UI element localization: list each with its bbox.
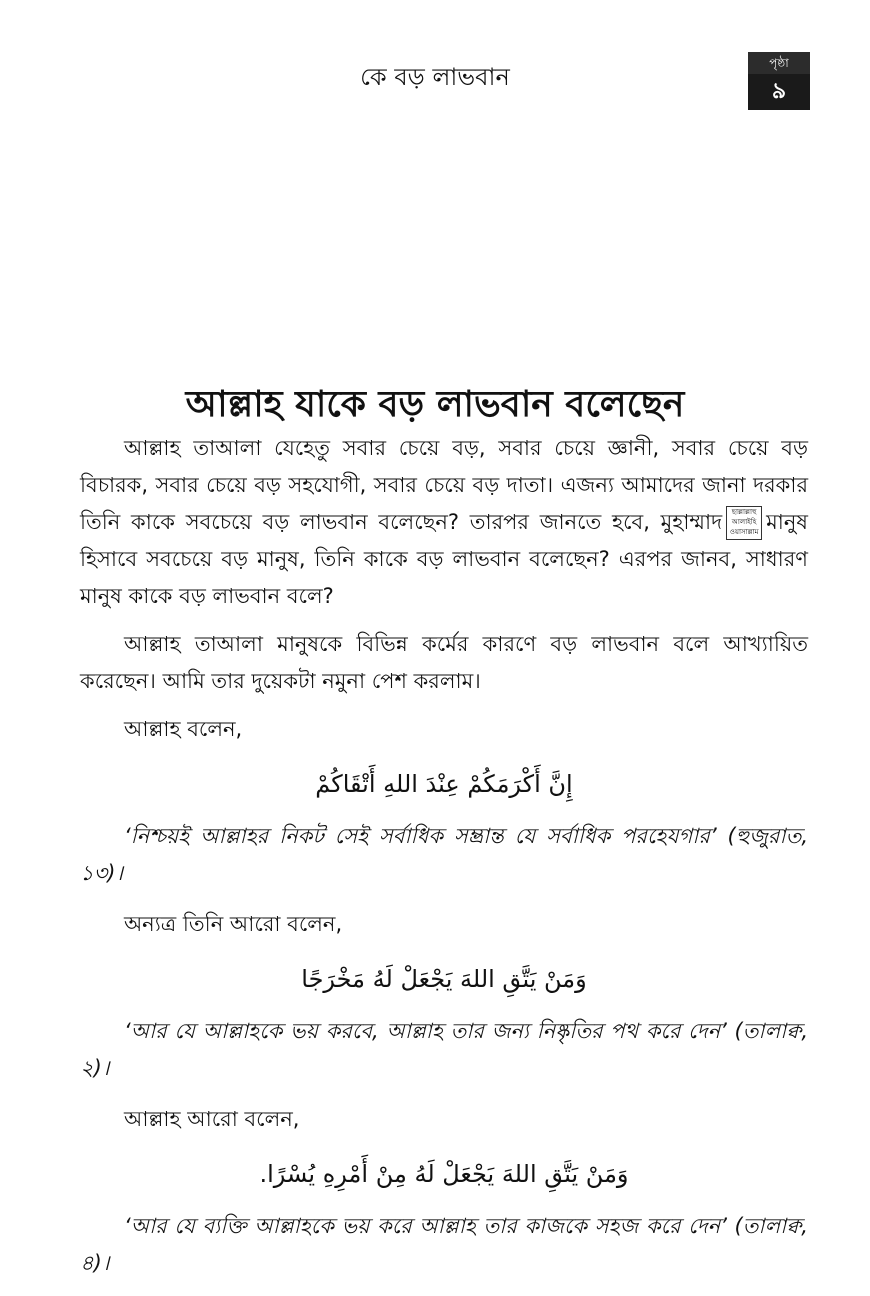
page-label: পৃষ্ঠা bbox=[748, 52, 810, 74]
paragraph-intro-part1: আল্লাহ তাআলা যেহেতু সবার চেয়ে বড়, সবার চেয়ে জ্ঞানী, সবার চেয়ে বড় বিচারক, সবার চেয়ে বড় সহযোগী, সবার চেয়ে বড় দাতা। এজন্য আমাদের জানা দরকার তিনি কাকে সবচেয়ে বড় লাভবান বলেছেন? তারপর জানতে হবে, মুহাম্মাদ bbox=[80, 436, 808, 534]
arabic-verse-1: إِنَّ أَكْرَمَكُمْ عِنْدَ اللهِ أَتْقَاكُمْ bbox=[315, 770, 573, 798]
paragraph-intro-part2: মানুষ হিসাবে সবচেয়ে বড় মানুষ, তিনি কাকে বড় লাভবান বলেছেন? এরপর জানব, সাধারণ মানুষ কাকে বড় লাভবান বলে? bbox=[80, 510, 808, 608]
lead-text-2: অন্যত্র তিনি আরো বলেন, bbox=[124, 912, 343, 936]
paragraph-intro bbox=[80, 430, 808, 615]
chapter-title: আল্লাহ যাকে বড় লাভবান বলেছেন bbox=[185, 384, 685, 425]
page-number: ৯ bbox=[771, 79, 787, 104]
translation-quote-1: ‘নিশ্চয়ই আল্লাহর নিকট সেই সর্বাধিক সম্ভ্রান্ত যে সর্বাধিক পরহেযগার’ (হুজুরাত, ১৩)। bbox=[80, 824, 808, 885]
lead-text-1: আল্লাহ বলেন, bbox=[124, 717, 243, 741]
page-number-badge bbox=[748, 52, 810, 110]
arabic-verse-3: وَمَنْ يَتَّقِ اللهَ يَجْعَلْ لَهُ مِنْ أَمْرِهِ يُسْرًا. bbox=[259, 1160, 629, 1188]
page-body bbox=[80, 430, 808, 1296]
arabic-verse-2: وَمَنْ يَتَّقِ اللهَ يَجْعَلْ لَهُ مَخْرَجًا bbox=[301, 965, 587, 993]
lead-text-3: আল্লাহ আরো বলেন, bbox=[124, 1107, 300, 1131]
paragraph-examples: আল্লাহ তাআলা মানুষকে বিভিন্ন কর্মের কারণে বড় লাভবান বলে আখ্যায়িত করেছেন। আমি তার দুয়েকটা নমুনা পেশ করলাম। bbox=[80, 632, 808, 693]
running-title: কে বড় লাভবান bbox=[360, 63, 510, 91]
translation-quote-3: ‘আর যে ব্যক্তি আল্লাহকে ভয় করে আল্লাহ তার কাজকে সহজ করে দেন’ (তালাক্ব, ৪)। bbox=[80, 1214, 808, 1275]
translation-quote-2: ‘আর যে আল্লাহকে ভয় করবে, আল্লাহ তার জন্য নিষ্কৃতির পথ করে দেন’ (তালাক্ব, ২)। bbox=[80, 1019, 808, 1080]
salawat-symbol: ছাল্লাল্লাহু আলাইহি ওয়াসাল্লাম bbox=[726, 506, 762, 540]
